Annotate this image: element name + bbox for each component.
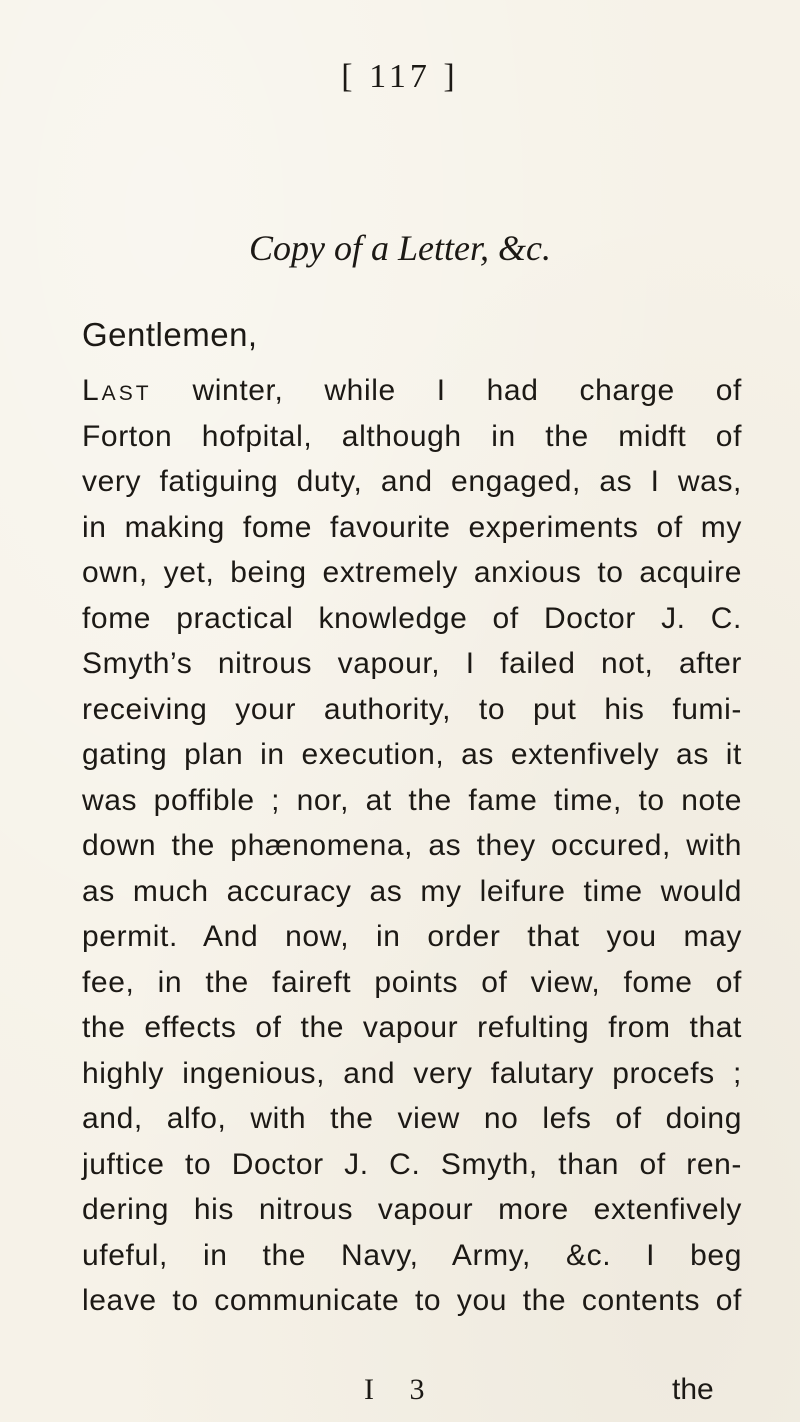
- first-line-rest: winter, while I had charge of: [151, 374, 742, 407]
- text-line: the effects of the vapour refulting from that: [82, 1011, 742, 1044]
- letter-body: [82, 368, 742, 1324]
- text-line: down the phænomena, as they occured, with: [82, 829, 742, 862]
- text-line: fome practical knowledge of Doctor J. C.: [82, 601, 742, 635]
- page-number: [ 117 ]: [341, 58, 459, 95]
- text-line: and, alfo, with the view no lefs of doing: [82, 1102, 742, 1135]
- text-line: gating plan in execution, as extenfively as it: [82, 738, 742, 771]
- text-line: highly ingenious, and very falutary procefs ;: [82, 1056, 742, 1090]
- text-line: juftice to Doctor J. C. Smyth, than of ren-: [82, 1147, 742, 1181]
- text-line: ufeful, in the Navy, Army, &c. I beg: [82, 1238, 742, 1272]
- signature-mark: I 3: [364, 1373, 439, 1406]
- text-line: was poffible ; nor, at the fame time, to note: [82, 783, 742, 817]
- text-line: own, yet, being extremely anxious to acquire: [82, 556, 742, 589]
- catchword: the: [672, 1373, 714, 1406]
- text-line: as much accuracy as my leifure time would: [82, 874, 742, 908]
- salutation: Gentlemen,: [82, 316, 258, 353]
- text-line: receiving your authority, to put his fumi-: [82, 692, 742, 726]
- page-footer: [0, 1375, 800, 1415]
- text-line: very fatiguing duty, and engaged, as I was,: [82, 465, 742, 498]
- text-line: leave to communicate to you the contents of: [82, 1284, 742, 1317]
- text-line: permit. And now, in order that you may: [82, 920, 742, 953]
- text-line: [82, 368, 742, 414]
- text-line: in making fome favourite experiments of my: [82, 510, 742, 544]
- text-line: Smyth’s nitrous vapour, I failed not, after: [82, 647, 742, 680]
- first-word: Last: [82, 374, 152, 407]
- letter-heading: Copy of a Letter, &c.: [249, 228, 551, 268]
- text-line: dering his nitrous vapour more extenfively: [82, 1193, 742, 1226]
- text-line: Forton hofpital, although in the midft of: [82, 419, 742, 453]
- text-line: fee, in the faireft points of view, fome of: [82, 965, 742, 999]
